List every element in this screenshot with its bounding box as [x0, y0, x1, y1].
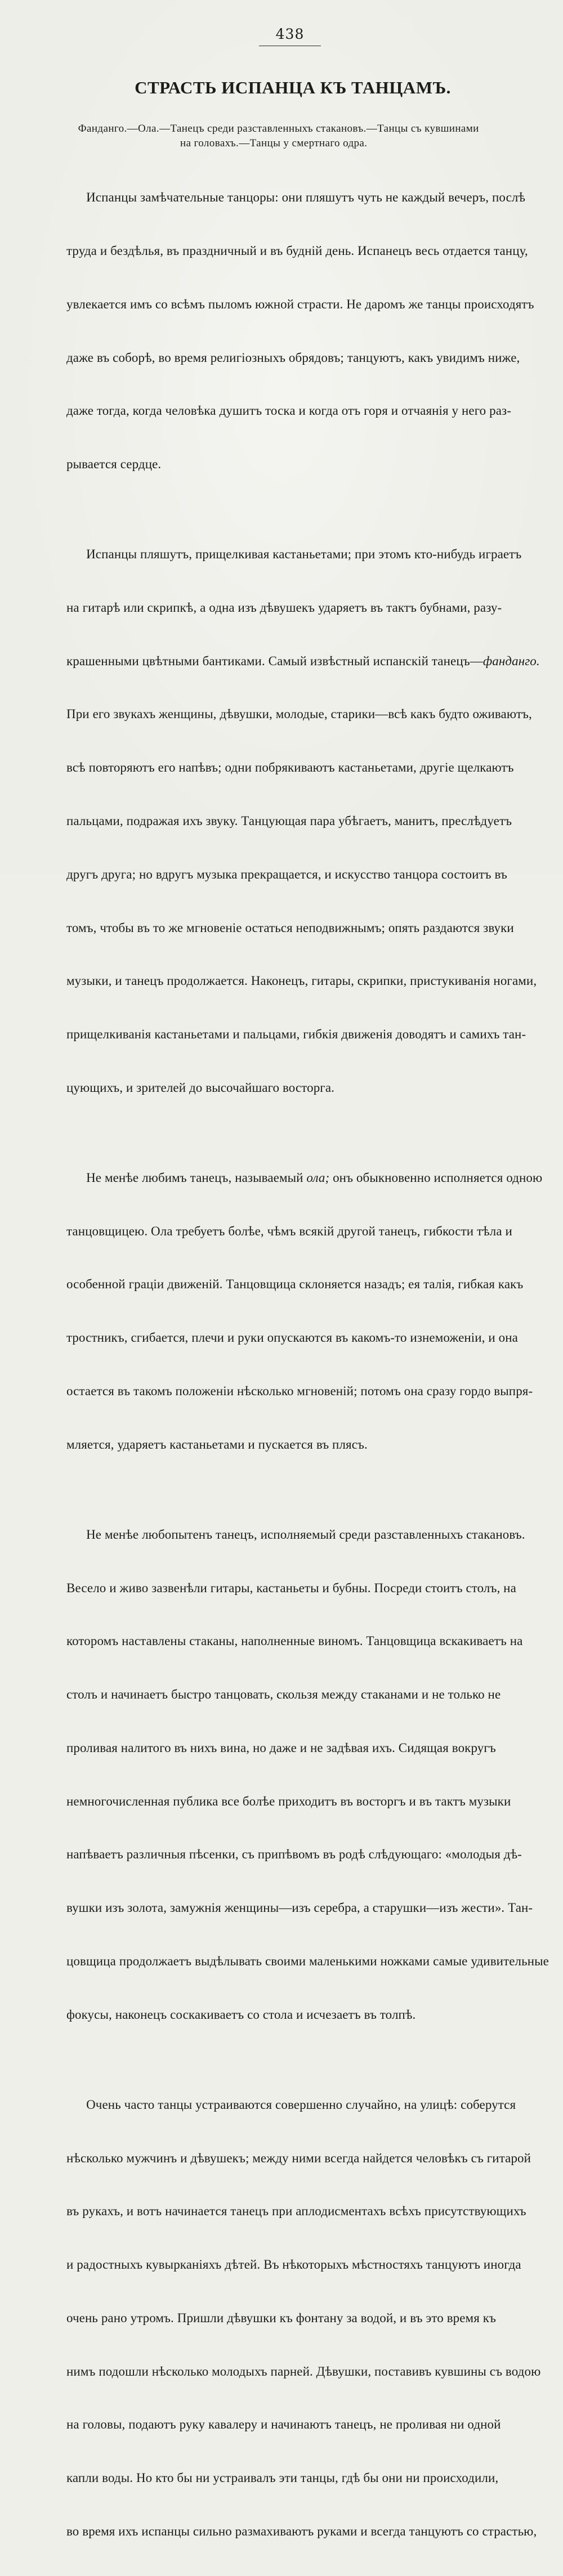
- text-line: музыки, и танецъ продолжается. Наконецъ, гитары, скрипки, пристукиванія ногами,: [66, 974, 537, 988]
- text-line: нѣсколько мужчинъ и дѣвушекъ; между ними всегда найдется человѣкъ съ гитарой: [66, 2151, 531, 2165]
- paragraph: [66, 2060, 541, 2576]
- chapter-title: СТРАСТЬ ИСПАНЦА КЪ ТАНЦАМЪ.: [135, 78, 451, 97]
- text-line: [66, 1169, 543, 1187]
- paragraph: [66, 510, 540, 1132]
- text-line: очень рано утромъ. Пришли дѣвушки къ фонтану за водой, и въ это время къ: [66, 2310, 497, 2325]
- text-line: цовщица продолжаетъ выдѣлывать своими маленькими ножками самые удивительные: [66, 1954, 549, 1968]
- text-line: [66, 652, 540, 670]
- text-line: немногочисленная публика все болѣе приходитъ въ восторгъ и въ тактъ музыки: [66, 1794, 511, 1808]
- text-line: мляется, ударяетъ кастаньетами и пускается въ плясъ.: [66, 1437, 368, 1451]
- text-line: фокусы, наконецъ соскакиваетъ со стола и исчезаетъ въ толпѣ.: [66, 2007, 416, 2022]
- text-line: даже въ соборѣ, во время религіозныхъ обрядовъ; танцуютъ, какъ увидимъ ниже,: [66, 350, 520, 365]
- text-fragment: крашенными цвѣтными бантиками. Самый извѣстный испанскій танецъ—: [66, 653, 483, 668]
- text-line: въ рукахъ, и вотъ начинается танецъ при аплодисментахъ всѣхъ присутствующихъ: [66, 2204, 526, 2219]
- text-line: Испанцы пляшутъ, прищелкивая кастаньетами; при этомъ кто-нибудь играетъ: [66, 547, 522, 562]
- text-line: вушки изъ золота, замужнія женщины—изъ серебра, а старушки—изъ жести». Тан-: [66, 1901, 533, 1915]
- text-line: столъ и начинаетъ быстро танцовать, скользя между стаканами и не только не: [66, 1687, 501, 1702]
- text-line: нимъ подошли нѣсколько молодыхъ парней. Дѣвушки, поставивъ кувшины съ водою: [66, 2364, 541, 2378]
- text-line: напѣваетъ различныя пѣсенки, съ припѣвомъ въ родѣ слѣдующаго: «молодыя дѣ-: [66, 1847, 522, 1862]
- text-line: прищелкиванія кастаньетами и пальцами, гибкія движенія доводятъ и самихъ тан-: [66, 1027, 526, 1042]
- text-line: танцовщицею. Ола требуетъ болѣе, чѣмъ всякій другой танецъ, гибкости тѣла и: [66, 1224, 512, 1238]
- text-line: проливая налитого въ нихъ вина, но даже и не задѣвая ихъ. Сидящая вокругъ: [66, 1740, 496, 1755]
- page-number: 438: [259, 26, 321, 46]
- text-line: Испанцы замѣчательные танцоры: они пляшутъ чуть не каждый вечеръ, послѣ: [66, 190, 526, 205]
- text-line: Весело и живо зазвенѣли гитары, кастаньеты и бубны. Посреди стоитъ столъ, на: [66, 1580, 516, 1595]
- text-line: остается въ такомъ положеніи нѣсколько мгновеній; потомъ она сразу гордо выпря-: [66, 1383, 533, 1398]
- text-line: на головы, подаютъ руку кавалеру и начинаютъ танецъ, не проливая ни одной: [66, 2417, 501, 2432]
- paragraph: [66, 1490, 549, 2059]
- text-fragment: онъ обыкновенно исполняется одною: [329, 1170, 543, 1185]
- text-line: и радостныхъ кувырканіяхъ дѣтей. Въ нѣкоторыхъ мѣстностяхъ танцуютъ иногда: [66, 2257, 521, 2272]
- emphasis-ola: ола;: [306, 1170, 330, 1185]
- text-line: томъ, чтобы въ то же мгновеніе остаться неподвижнымъ; опять раздаются звуки: [66, 920, 514, 935]
- paragraph: [66, 1134, 543, 1489]
- text-line: тростникъ, сгибается, плечи и руки опускаются въ какомъ-то изнеможеніи, и она: [66, 1330, 518, 1345]
- text-fragment: Не менѣе любимъ танецъ, называемый: [66, 1170, 307, 1185]
- text-line: капли воды. Но кто бы ни устраивалъ эти танцы, гдѣ бы они ни происходили,: [66, 2471, 499, 2485]
- summary-line: на головахъ.—Танцы у смертнаго одра.: [180, 137, 368, 149]
- summary-line: Фанданго.—Ола.—Танецъ среди разставленныхъ стакановъ.—Танцы съ кувшинами: [78, 123, 479, 135]
- paragraph: [66, 153, 537, 509]
- text-line: особенной граціи движеній. Танцовщица склоняется назадъ; ея талія, гибкая какъ: [66, 1277, 524, 1292]
- text-line: При его звукахъ женщины, дѣвушки, молодые, старики—всѣ какъ будто оживаютъ,: [66, 707, 532, 722]
- text-line: Не менѣе любопытенъ танецъ, исполняемый среди разставленныхъ стакановъ.: [66, 1527, 525, 1542]
- text-line: рывается сердце.: [66, 457, 162, 472]
- text-line: даже тогда, когда человѣка душитъ тоска и когда отъ горя и отчаянія у него раз-: [66, 404, 511, 418]
- text-line: всѣ повторяютъ его напѣвъ; одни побрякиваютъ кастаньетами, другіе щелкаютъ: [66, 760, 514, 775]
- text-line: пальцами, подражая ихъ звуку. Танцующая пара убѣгаетъ, манитъ, преслѣдуетъ: [66, 813, 512, 828]
- text-line: на гитарѣ или скрипкѣ, а одна изъ дѣвушекъ ударяетъ въ тактъ бубнами, разу-: [66, 600, 502, 615]
- text-line: увлекается имъ со всѣмъ пыломъ южной страсти. Не даромъ же танцы происходятъ: [66, 297, 534, 311]
- text-line: другъ друга; но вдругъ музыка прекращается, и искусство танцора состоитъ въ: [66, 867, 507, 881]
- text-line: во время ихъ испанцы сильно размахиваютъ руками и всегда танцуютъ со страстью,: [66, 2524, 537, 2538]
- body-text: [66, 153, 549, 2576]
- text-line: цующихъ, и зрителей до высочайшаго восторга.: [66, 1080, 335, 1095]
- text-line: Очень часто танцы устраиваются совершенно случайно, на улицѣ: соберутся: [66, 2097, 516, 2112]
- text-line: труда и бездѣлья, въ праздничный и въ будній день. Испанецъ весь отдается танцу,: [66, 243, 528, 258]
- emphasis-fandango: фанданго.: [482, 653, 540, 668]
- text-line: которомъ наставлены стаканы, наполненные виномъ. Танцовщица вскакиваетъ на: [66, 1634, 523, 1648]
